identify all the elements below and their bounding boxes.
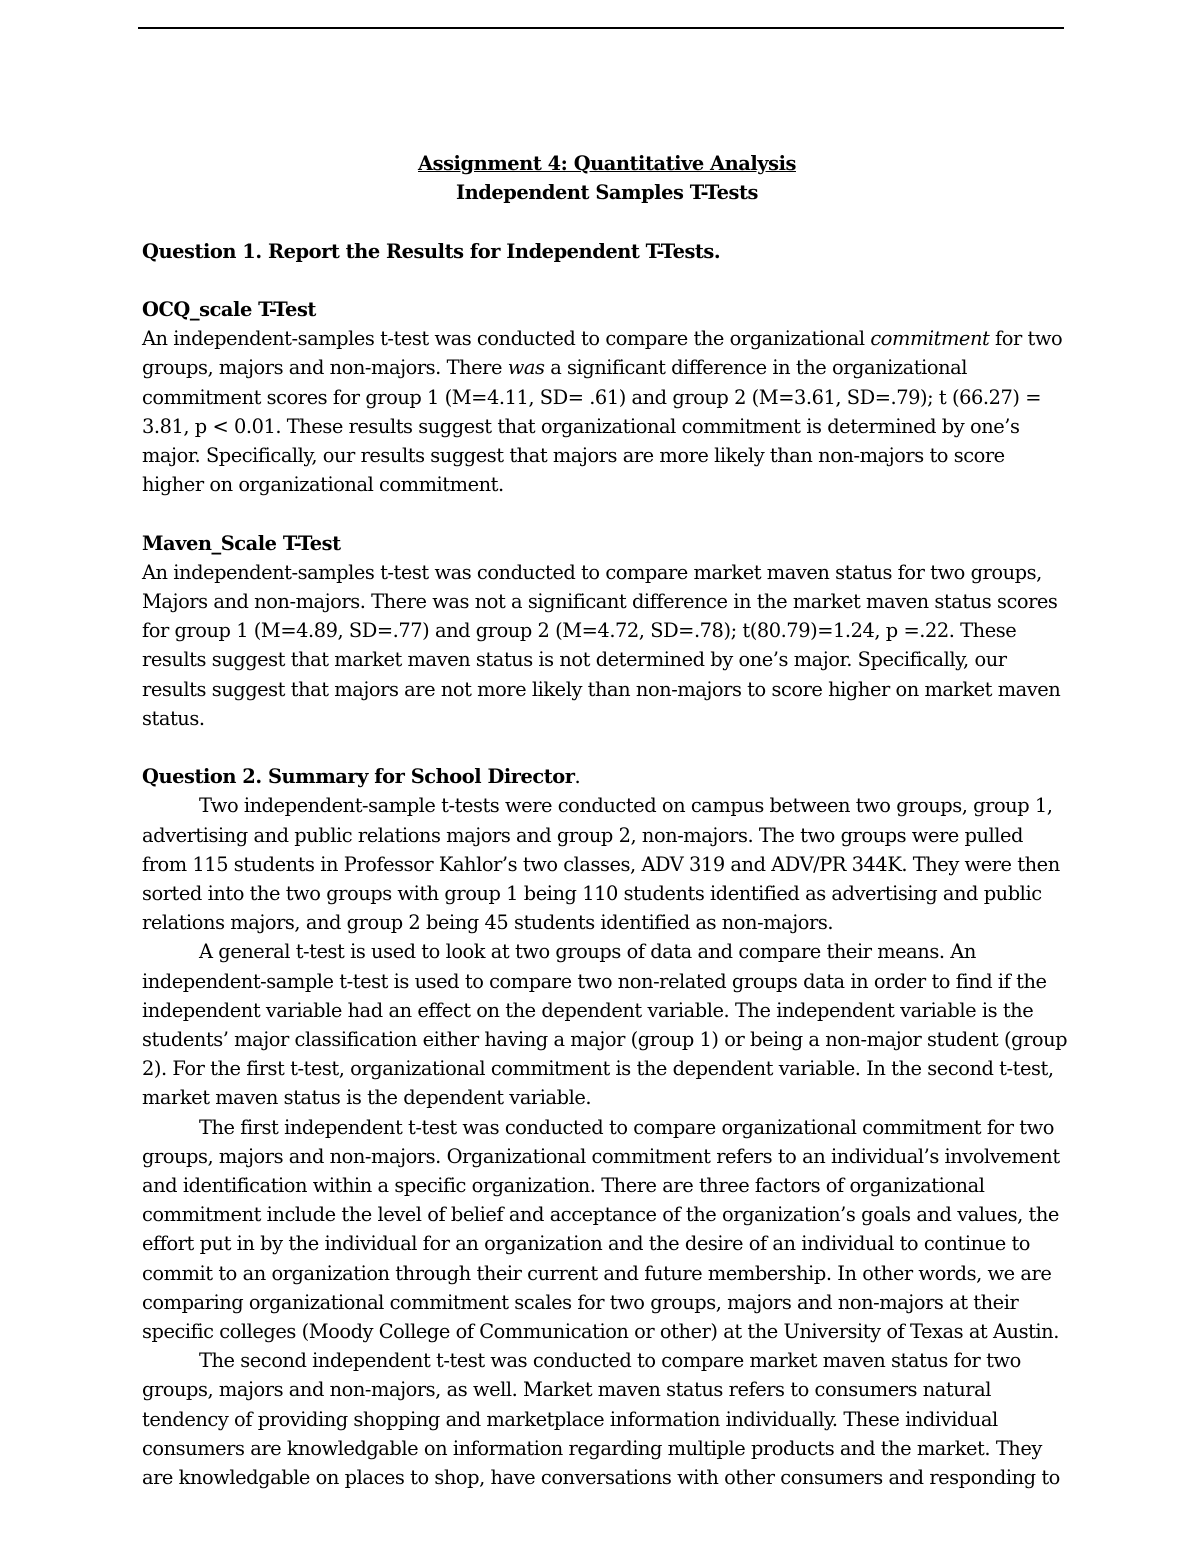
ocq-text-italic1: commitment: [870, 327, 990, 351]
question2-heading-period: .: [574, 765, 581, 789]
question1-heading: Question 1. Report the Results for Independent T-Tests.: [142, 239, 721, 263]
summary-paragraph-2: A general t-test is used to look at two groups of data and compare their means. An independent-sample t-test is used to compare two non-related groups data in order to find if the independent variable had an effect on the dependent variable. The independent variable is the students’ major classification either having a major (group 1) or being a non-major student (group 2). For the first t-test, organizational commitment is the dependent variable. In the second t-test, market maven status is the dependent variable.: [142, 940, 1068, 1110]
maven-ttest-heading: Maven_Scale T-Test: [142, 531, 341, 555]
maven-ttest-paragraph: An independent-samples t-test was conducted to compare market maven status for two groups, Majors and non-majors. There was not a significant difference in the market maven status scores for group 1 (M=4.89, SD=.77) and group 2 (M=4.72, SD=.78); t(80.79)=1.24, p =.22. These results suggest that market maven status is not determined by one’s major. Specifically, our results suggest that majors are not more likely than non-majors to score higher on market maven status.: [142, 560, 1061, 730]
question2-heading: [142, 762, 1072, 791]
spacer: [142, 499, 1072, 528]
spacer: [142, 266, 1072, 295]
summary-paragraph-3: The first independent t-test was conducted to compare organizational commitment for two groups, majors and non-majors. Organizational commitment refers to an individual’s involvement and identification within a specific organization. There are three factors of organizational commitment include the level of belief and acceptance of the organization’s goals and values, the effort put in by the individual for an organization and the desire of an individual to continue to commit to an organization through their current and future membership. In other words, we are comparing organizational commitment scales for two groups, majors and non-majors at their specific colleges (Moody College of Communication or other) at the University of Texas at Austin.: [142, 1115, 1060, 1344]
header-rule: [138, 27, 1064, 29]
ocq-text-part1: An independent-samples t-test was conducted to compare the organizational: [142, 327, 871, 351]
ocq-ttest-paragraph: [142, 324, 1072, 499]
summary-paragraph-1: Two independent-sample t-tests were conducted on campus between two groups, group 1, advertising and public relations majors and group 2, non-majors. The two groups were pulled from 115 students in Professor Kahlor’s two classes, ADV 319 and ADV/PR 344K. They were then sorted into the two groups with group 1 being 110 students identified as advertising and public relations majors, and group 2 being 45 students identified as non-majors.: [142, 794, 1060, 935]
spacer: [142, 207, 1072, 236]
summary-paragraph-4: The second independent t-test was conducted to compare market maven status for two groups, majors and non-majors, as well. Market maven status refers to consumers natural tendency of providing shopping and marketplace information individually. These individual consumers are knowledgable on information regarding multiple products and the market. They are knowledgable on places to shop, have conversations with other consumers and responding to: [142, 1349, 1060, 1490]
ocq-text-italic2: was: [507, 356, 545, 380]
spacer: [142, 733, 1072, 762]
question2-heading-text: Question 2. Summary for School Director: [142, 765, 575, 789]
ocq-text-part3: a significant difference in the organizational commitment scores for group 1 (M=4.11, SD= .61) and group 2 (M=3.61, SD=.79); t (66.27) = 3.81, p < 0.01. These results suggest that organizational commitment is determined by one’s major. Specifically, our results suggest that majors are more likely than non-majors to score higher on organizational commitment.: [142, 356, 1041, 497]
document-title: Assignment 4: Quantitative Analysis: [418, 152, 796, 175]
document-page: [142, 149, 1072, 1492]
document-subtitle: Independent Samples T-Tests: [455, 181, 758, 205]
ocq-ttest-heading: OCQ_scale T-Test: [142, 297, 316, 321]
ocq-text-part2: for two groups, majors and non-majors. There: [142, 327, 1063, 380]
